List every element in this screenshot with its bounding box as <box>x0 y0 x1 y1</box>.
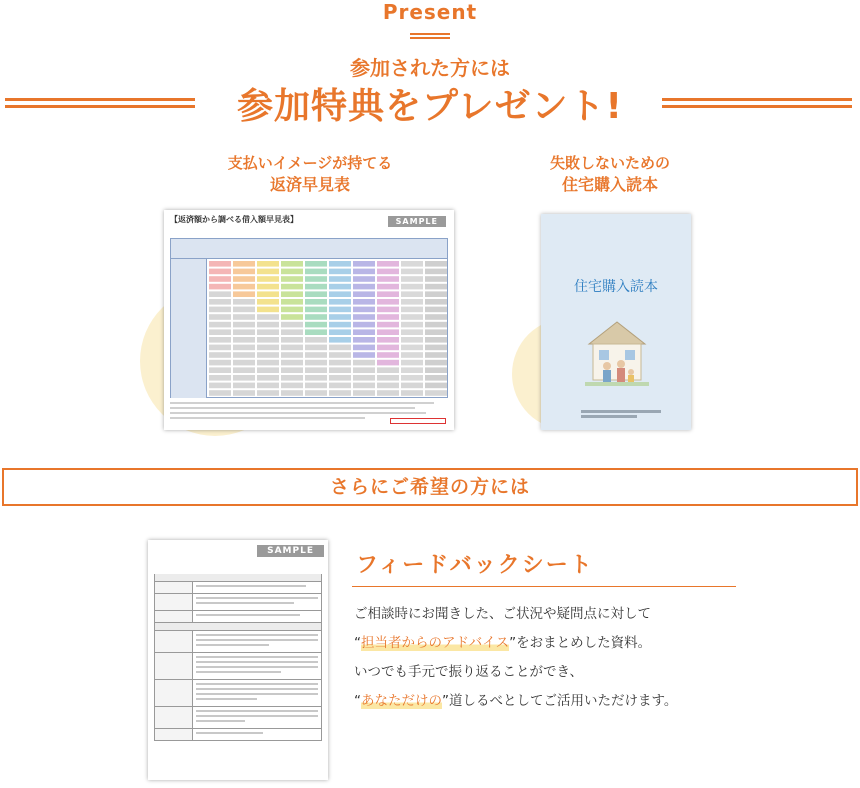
table-cell <box>353 337 375 343</box>
table-cell <box>233 337 255 343</box>
table-cell <box>425 345 447 351</box>
title-rule-right <box>662 98 852 108</box>
table-cell <box>257 314 279 320</box>
table-cell <box>377 352 399 358</box>
table-cell <box>281 284 303 290</box>
table-cell <box>377 269 399 275</box>
table-cell <box>401 360 423 366</box>
table-cell <box>401 329 423 335</box>
table-cell <box>305 329 327 335</box>
table-cell <box>257 352 279 358</box>
table-cell <box>329 383 351 389</box>
table-cell <box>281 299 303 305</box>
table-cell <box>281 345 303 351</box>
table-cell <box>305 314 327 320</box>
table-cell <box>401 314 423 320</box>
table-cell <box>209 299 231 305</box>
table-cell <box>281 375 303 381</box>
table-cell <box>401 261 423 267</box>
table-cell <box>425 352 447 358</box>
table-cell <box>425 360 447 366</box>
table-cell <box>353 383 375 389</box>
sheet-grid-row-labels <box>171 259 207 398</box>
table-cell <box>425 261 447 267</box>
table-cell <box>329 314 351 320</box>
table-cell <box>233 299 255 305</box>
table-cell <box>209 322 231 328</box>
table-cell <box>305 367 327 373</box>
table-cell <box>401 307 423 313</box>
table-cell <box>329 329 351 335</box>
table-cell <box>281 261 303 267</box>
table-cell <box>353 299 375 305</box>
table-cell <box>209 352 231 358</box>
table-cell <box>257 276 279 282</box>
table-cell <box>401 299 423 305</box>
table-cell <box>305 276 327 282</box>
table-cell <box>401 367 423 373</box>
table-cell <box>257 329 279 335</box>
table-cell <box>257 375 279 381</box>
quote-mark: “ <box>354 635 361 651</box>
table-cell <box>233 291 255 297</box>
table-cell <box>257 291 279 297</box>
sheet-grid <box>170 238 448 398</box>
table-cell <box>209 375 231 381</box>
table-cell <box>425 367 447 373</box>
table-cell <box>209 314 231 320</box>
table-cell <box>305 390 327 396</box>
table-cell <box>425 322 447 328</box>
feedback-line: いつでも手元で振り返ることができ、 <box>354 664 583 680</box>
gift-caption-line: 返済早見表 <box>269 175 350 194</box>
table-cell <box>329 390 351 396</box>
table-cell <box>257 322 279 328</box>
table-cell <box>233 314 255 320</box>
guidebook-cover-image <box>541 214 691 430</box>
table-cell <box>305 352 327 358</box>
table-cell <box>257 284 279 290</box>
table-cell <box>209 367 231 373</box>
table-cell <box>377 329 399 335</box>
table-cell <box>233 261 255 267</box>
table-cell <box>281 307 303 313</box>
table-cell <box>401 284 423 290</box>
table-cell <box>329 360 351 366</box>
table-cell <box>233 383 255 389</box>
gift-caption-line: 住宅購入読本 <box>561 175 658 194</box>
table-cell <box>281 352 303 358</box>
table-cell <box>209 269 231 275</box>
table-cell <box>329 345 351 351</box>
table-cell <box>425 269 447 275</box>
table-cell <box>281 322 303 328</box>
feedback-description <box>354 600 754 716</box>
table-cell <box>305 299 327 305</box>
feedback-line-rest: ”をおまとめした資料。 <box>509 635 652 651</box>
table-cell <box>353 329 375 335</box>
table-cell <box>305 337 327 343</box>
table-cell <box>281 337 303 343</box>
table-cell <box>233 329 255 335</box>
table-cell <box>209 345 231 351</box>
table-cell <box>401 390 423 396</box>
feedback-sheet-body <box>154 574 322 741</box>
table-cell <box>305 284 327 290</box>
table-cell <box>353 284 375 290</box>
table-cell <box>377 276 399 282</box>
feedback-title-rule <box>352 586 736 587</box>
table-cell <box>233 284 255 290</box>
book-title: 住宅購入読本 <box>574 279 658 295</box>
table-cell <box>305 375 327 381</box>
table-cell <box>377 322 399 328</box>
table-cell <box>233 307 255 313</box>
table-cell <box>353 345 375 351</box>
gift-caption-repayment <box>160 152 460 196</box>
table-cell <box>329 291 351 297</box>
table-cell <box>377 299 399 305</box>
table-cell <box>425 307 447 313</box>
table-cell <box>353 307 375 313</box>
table-cell <box>305 307 327 313</box>
table-cell <box>353 269 375 275</box>
table-cell <box>281 291 303 297</box>
table-cell <box>209 284 231 290</box>
table-cell <box>233 345 255 351</box>
table-cell <box>425 383 447 389</box>
table-cell <box>425 337 447 343</box>
table-cell <box>401 291 423 297</box>
table-cell <box>329 375 351 381</box>
table-cell <box>425 299 447 305</box>
table-cell <box>281 329 303 335</box>
table-cell <box>353 390 375 396</box>
table-cell <box>353 276 375 282</box>
gift-caption-line: 失敗しないための <box>549 154 670 172</box>
section-subhead: 参加された方には <box>350 56 510 80</box>
table-cell <box>209 383 231 389</box>
feedback-line-rest: ”道しるべとしてご活用いただけます。 <box>442 693 678 709</box>
table-cell <box>329 322 351 328</box>
table-cell <box>329 276 351 282</box>
optional-offer-band: さらにご希望の方には <box>2 468 858 506</box>
table-cell <box>257 307 279 313</box>
table-cell <box>401 269 423 275</box>
table-cell <box>281 360 303 366</box>
table-cell <box>329 284 351 290</box>
table-cell <box>209 329 231 335</box>
table-cell <box>305 383 327 389</box>
table-cell <box>329 337 351 343</box>
table-cell <box>401 383 423 389</box>
table-cell <box>353 291 375 297</box>
table-cell <box>353 367 375 373</box>
table-cell <box>401 276 423 282</box>
table-cell <box>305 360 327 366</box>
page-title: 参加特典をプレゼント! <box>237 86 623 127</box>
table-cell <box>305 261 327 267</box>
highlight-only-you: あなただけの <box>361 693 442 709</box>
sheet-grid-cells <box>208 260 448 398</box>
feedback-line <box>354 629 754 658</box>
table-cell <box>353 360 375 366</box>
table-cell <box>257 299 279 305</box>
table-cell <box>257 390 279 396</box>
table-cell <box>329 367 351 373</box>
table-cell <box>233 322 255 328</box>
feedback-sheet-title: フィードバックシート <box>356 553 594 578</box>
repayment-table-image <box>164 210 454 430</box>
table-cell <box>233 375 255 381</box>
table-cell <box>425 314 447 320</box>
table-cell <box>425 329 447 335</box>
table-cell <box>281 314 303 320</box>
table-cell <box>353 375 375 381</box>
table-cell <box>401 345 423 351</box>
table-cell <box>257 367 279 373</box>
table-cell <box>305 269 327 275</box>
table-cell <box>233 390 255 396</box>
table-cell <box>233 360 255 366</box>
table-cell <box>377 314 399 320</box>
table-cell <box>305 345 327 351</box>
highlight-advice: 担当者からのアドバイス <box>361 635 510 651</box>
present-rule <box>410 33 450 39</box>
table-cell <box>257 261 279 267</box>
table-cell <box>401 352 423 358</box>
table-cell <box>305 322 327 328</box>
table-cell <box>353 352 375 358</box>
table-cell <box>329 269 351 275</box>
sample-badge: SAMPLE <box>257 545 324 557</box>
gift-caption-guidebook <box>460 152 760 196</box>
table-cell <box>377 307 399 313</box>
table-cell <box>257 383 279 389</box>
table-cell <box>353 314 375 320</box>
table-cell <box>377 284 399 290</box>
table-cell <box>257 337 279 343</box>
table-cell <box>233 352 255 358</box>
table-cell <box>209 390 231 396</box>
table-cell <box>377 375 399 381</box>
gift-caption-line: 支払いイメージが持てる <box>227 154 393 172</box>
table-cell <box>329 352 351 358</box>
feedback-line: ご相談時にお聞きした、ご状況や疑問点に対して <box>354 606 651 622</box>
table-cell <box>257 345 279 351</box>
table-cell <box>425 276 447 282</box>
table-cell <box>377 390 399 396</box>
table-cell <box>377 345 399 351</box>
table-cell <box>377 291 399 297</box>
table-cell <box>233 269 255 275</box>
table-cell <box>233 367 255 373</box>
feedback-sheet-image <box>148 540 328 780</box>
table-cell <box>425 291 447 297</box>
quote-mark: “ <box>354 693 361 709</box>
table-cell <box>209 360 231 366</box>
table-cell <box>257 269 279 275</box>
sheet-grid-header <box>171 239 447 259</box>
sample-badge: SAMPLE <box>388 216 446 227</box>
table-cell <box>209 307 231 313</box>
table-cell <box>281 383 303 389</box>
publisher-logo <box>581 410 661 418</box>
feedback-line <box>354 687 754 716</box>
table-cell <box>353 322 375 328</box>
table-cell <box>377 383 399 389</box>
table-cell <box>425 284 447 290</box>
table-cell <box>377 360 399 366</box>
table-cell <box>353 261 375 267</box>
present-label: Present <box>382 0 478 24</box>
table-cell <box>401 322 423 328</box>
table-cell <box>329 261 351 267</box>
sheet-title: 【返済額から調べる借入額早見表】 <box>170 215 298 224</box>
table-cell <box>329 307 351 313</box>
table-cell <box>401 375 423 381</box>
table-cell <box>209 337 231 343</box>
table-cell <box>209 276 231 282</box>
table-cell <box>257 360 279 366</box>
table-cell <box>377 261 399 267</box>
table-cell <box>281 276 303 282</box>
table-cell <box>329 299 351 305</box>
table-cell <box>305 291 327 297</box>
table-cell <box>425 390 447 396</box>
table-cell <box>281 269 303 275</box>
table-cell <box>377 367 399 373</box>
sheet-red-note <box>390 418 446 424</box>
table-cell <box>377 337 399 343</box>
table-cell <box>281 390 303 396</box>
table-cell <box>281 367 303 373</box>
table-cell <box>209 291 231 297</box>
table-cell <box>233 276 255 282</box>
table-cell <box>425 375 447 381</box>
table-cell <box>209 261 231 267</box>
house-family-illustration <box>585 316 649 388</box>
table-cell <box>401 337 423 343</box>
